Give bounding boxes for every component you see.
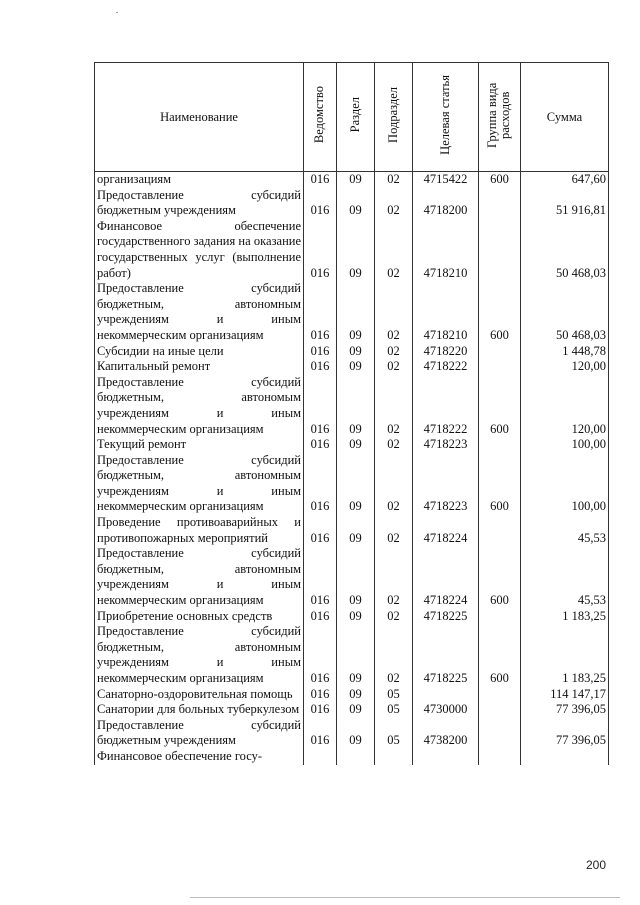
row-podrazdel: 02 bbox=[375, 453, 413, 515]
row-razdel: 09 bbox=[337, 219, 375, 281]
row-name: Финансовое обеспечение государственного задания на оказание государственных услуг (выполнение работ) bbox=[95, 219, 304, 281]
row-vedomstvo: 016 bbox=[304, 453, 337, 515]
table-row bbox=[95, 453, 609, 515]
row-razdel: 09 bbox=[337, 188, 375, 219]
row-expense-group: 600 bbox=[479, 624, 521, 686]
row-vedomstvo: 016 bbox=[304, 718, 337, 749]
row-razdel: 09 bbox=[337, 624, 375, 686]
row-podrazdel: 02 bbox=[375, 624, 413, 686]
header-name: Наименование bbox=[95, 63, 304, 172]
row-podrazdel: 02 bbox=[375, 172, 413, 188]
row-podrazdel: 05 bbox=[375, 702, 413, 718]
row-target-item: 4738200 bbox=[413, 718, 479, 749]
row-razdel: 09 bbox=[337, 546, 375, 608]
row-expense-group: 600 bbox=[479, 453, 521, 515]
row-name: Субсидии на иные цели bbox=[95, 344, 304, 360]
row-sum: 100,00 bbox=[521, 453, 609, 515]
row-razdel: 09 bbox=[337, 609, 375, 625]
row-podrazdel: 02 bbox=[375, 609, 413, 625]
row-expense-group bbox=[479, 609, 521, 625]
row-expense-group: 600 bbox=[479, 375, 521, 437]
row-target-item: 4718222 bbox=[413, 359, 479, 375]
row-podrazdel: 02 bbox=[375, 375, 413, 437]
header-target-item: Целевая статья bbox=[413, 63, 479, 172]
row-target-item bbox=[413, 749, 479, 765]
row-podrazdel: 02 bbox=[375, 546, 413, 608]
row-sum: 114 147,17 bbox=[521, 687, 609, 703]
row-vedomstvo: 016 bbox=[304, 375, 337, 437]
scan-speck bbox=[116, 12, 118, 13]
table-row bbox=[95, 219, 609, 281]
row-target-item: 4730000 bbox=[413, 702, 479, 718]
row-target-item: 4718210 bbox=[413, 219, 479, 281]
row-vedomstvo: 016 bbox=[304, 515, 337, 546]
row-vedomstvo: 016 bbox=[304, 609, 337, 625]
table-row bbox=[95, 515, 609, 546]
table-row bbox=[95, 359, 609, 375]
row-expense-group bbox=[479, 437, 521, 453]
row-sum: 120,00 bbox=[521, 359, 609, 375]
row-vedomstvo: 016 bbox=[304, 687, 337, 703]
row-podrazdel: 02 bbox=[375, 281, 413, 343]
row-name: Финансовое обеспечение госу- bbox=[95, 749, 304, 765]
row-sum: 1 183,25 bbox=[521, 624, 609, 686]
row-vedomstvo: 016 bbox=[304, 188, 337, 219]
row-vedomstvo: 016 bbox=[304, 624, 337, 686]
row-podrazdel: 02 bbox=[375, 219, 413, 281]
bottom-rule bbox=[190, 897, 620, 898]
row-razdel bbox=[337, 749, 375, 765]
row-podrazdel: 02 bbox=[375, 188, 413, 219]
row-sum: 1 448,78 bbox=[521, 344, 609, 360]
row-podrazdel: 02 bbox=[375, 515, 413, 546]
table-row bbox=[95, 344, 609, 360]
table-row bbox=[95, 188, 609, 219]
row-expense-group: 600 bbox=[479, 172, 521, 188]
row-podrazdel bbox=[375, 749, 413, 765]
table-row bbox=[95, 749, 609, 765]
row-vedomstvo: 016 bbox=[304, 437, 337, 453]
row-podrazdel: 05 bbox=[375, 718, 413, 749]
row-sum: 77 396,05 bbox=[521, 718, 609, 749]
row-podrazdel: 05 bbox=[375, 687, 413, 703]
row-sum: 45,53 bbox=[521, 515, 609, 546]
row-sum: 50 468,03 bbox=[521, 281, 609, 343]
table-row bbox=[95, 609, 609, 625]
row-name: Санатории для больных туберкулезом bbox=[95, 702, 304, 718]
row-target-item: 4718225 bbox=[413, 609, 479, 625]
header-podrazdel: Подраздел bbox=[375, 63, 413, 172]
row-name: Предоставление субсидий бюджетным учреждениям bbox=[95, 718, 304, 749]
row-sum: 1 183,25 bbox=[521, 609, 609, 625]
row-expense-group bbox=[479, 749, 521, 765]
table-row bbox=[95, 687, 609, 703]
row-target-item: 4718222 bbox=[413, 375, 479, 437]
row-razdel: 09 bbox=[337, 437, 375, 453]
header-vedomstvo: Ведомство bbox=[304, 63, 337, 172]
row-podrazdel: 02 bbox=[375, 344, 413, 360]
row-sum: 120,00 bbox=[521, 375, 609, 437]
page-number: 200 bbox=[585, 858, 606, 872]
row-vedomstvo bbox=[304, 749, 337, 765]
row-target-item: 4715422 bbox=[413, 172, 479, 188]
row-expense-group bbox=[479, 344, 521, 360]
row-sum: 647,60 bbox=[521, 172, 609, 188]
budget-table bbox=[94, 62, 609, 765]
row-razdel: 09 bbox=[337, 718, 375, 749]
row-target-item: 4718200 bbox=[413, 188, 479, 219]
row-razdel: 09 bbox=[337, 515, 375, 546]
row-vedomstvo: 016 bbox=[304, 172, 337, 188]
row-razdel: 09 bbox=[337, 375, 375, 437]
table-row bbox=[95, 546, 609, 608]
row-target-item: 4718223 bbox=[413, 437, 479, 453]
row-sum bbox=[521, 749, 609, 765]
table-row bbox=[95, 718, 609, 749]
row-expense-group: 600 bbox=[479, 281, 521, 343]
table-row bbox=[95, 437, 609, 453]
row-name: Капитальный ремонт bbox=[95, 359, 304, 375]
table-row bbox=[95, 624, 609, 686]
table-row bbox=[95, 375, 609, 437]
row-name: организациям bbox=[95, 172, 304, 188]
row-name: Предоставление субсидий бюджетным, автономным учреждениям и иным некоммерческим организациям bbox=[95, 546, 304, 608]
row-target-item: 4718210 bbox=[413, 281, 479, 343]
table-row bbox=[95, 281, 609, 343]
row-target-item: 4718224 bbox=[413, 515, 479, 546]
row-sum: 100,00 bbox=[521, 437, 609, 453]
row-name: Санаторно-оздоровительная помощь bbox=[95, 687, 304, 703]
row-podrazdel: 02 bbox=[375, 359, 413, 375]
row-expense-group bbox=[479, 219, 521, 281]
table-header bbox=[95, 63, 609, 172]
row-vedomstvo: 016 bbox=[304, 546, 337, 608]
header-razdel: Раздел bbox=[337, 63, 375, 172]
row-vedomstvo: 016 bbox=[304, 281, 337, 343]
row-expense-group bbox=[479, 359, 521, 375]
row-razdel: 09 bbox=[337, 172, 375, 188]
row-name: Предоставление субсидий бюджетным, автономным учреждениям и иным некоммерческим организациям bbox=[95, 453, 304, 515]
row-razdel: 09 bbox=[337, 702, 375, 718]
row-expense-group bbox=[479, 702, 521, 718]
row-target-item: 4718223 bbox=[413, 453, 479, 515]
row-expense-group bbox=[479, 687, 521, 703]
row-expense-group bbox=[479, 515, 521, 546]
row-name: Предоставление субсидий бюджетным, автономным учреждениям и иным некоммерческим организациям bbox=[95, 624, 304, 686]
row-vedomstvo: 016 bbox=[304, 359, 337, 375]
row-razdel: 09 bbox=[337, 453, 375, 515]
row-razdel: 09 bbox=[337, 359, 375, 375]
row-expense-group bbox=[479, 718, 521, 749]
row-vedomstvo: 016 bbox=[304, 702, 337, 718]
row-sum: 45,53 bbox=[521, 546, 609, 608]
table-row bbox=[95, 172, 609, 188]
row-vedomstvo: 016 bbox=[304, 219, 337, 281]
row-razdel: 09 bbox=[337, 344, 375, 360]
table-body bbox=[95, 172, 609, 765]
row-target-item: 4718224 bbox=[413, 546, 479, 608]
row-name: Предоставление субсидий бюджетным, автономным учреждениям и иным некоммерческим организациям bbox=[95, 281, 304, 343]
row-vedomstvo: 016 bbox=[304, 344, 337, 360]
row-name: Текущий ремонт bbox=[95, 437, 304, 453]
row-razdel: 09 bbox=[337, 687, 375, 703]
row-sum: 50 468,03 bbox=[521, 219, 609, 281]
row-name: Предоставление субсидий бюджетным, автономым учреждениям и иным некоммерческим организациям bbox=[95, 375, 304, 437]
header-expense-group: Группа вида расходов bbox=[479, 63, 521, 172]
header-sum: Сумма bbox=[521, 63, 609, 172]
row-sum: 77 396,05 bbox=[521, 702, 609, 718]
row-sum: 51 916,81 bbox=[521, 188, 609, 219]
table-row bbox=[95, 702, 609, 718]
row-name: Проведение противоаварийных и противопожарных мероприятий bbox=[95, 515, 304, 546]
row-target-item: 4718220 bbox=[413, 344, 479, 360]
row-name: Предоставление субсидий бюджетным учреждениям bbox=[95, 188, 304, 219]
row-expense-group bbox=[479, 188, 521, 219]
row-razdel: 09 bbox=[337, 281, 375, 343]
row-target-item bbox=[413, 687, 479, 703]
row-expense-group: 600 bbox=[479, 546, 521, 608]
row-target-item: 4718225 bbox=[413, 624, 479, 686]
row-name: Приобретение основных средств bbox=[95, 609, 304, 625]
row-podrazdel: 02 bbox=[375, 437, 413, 453]
